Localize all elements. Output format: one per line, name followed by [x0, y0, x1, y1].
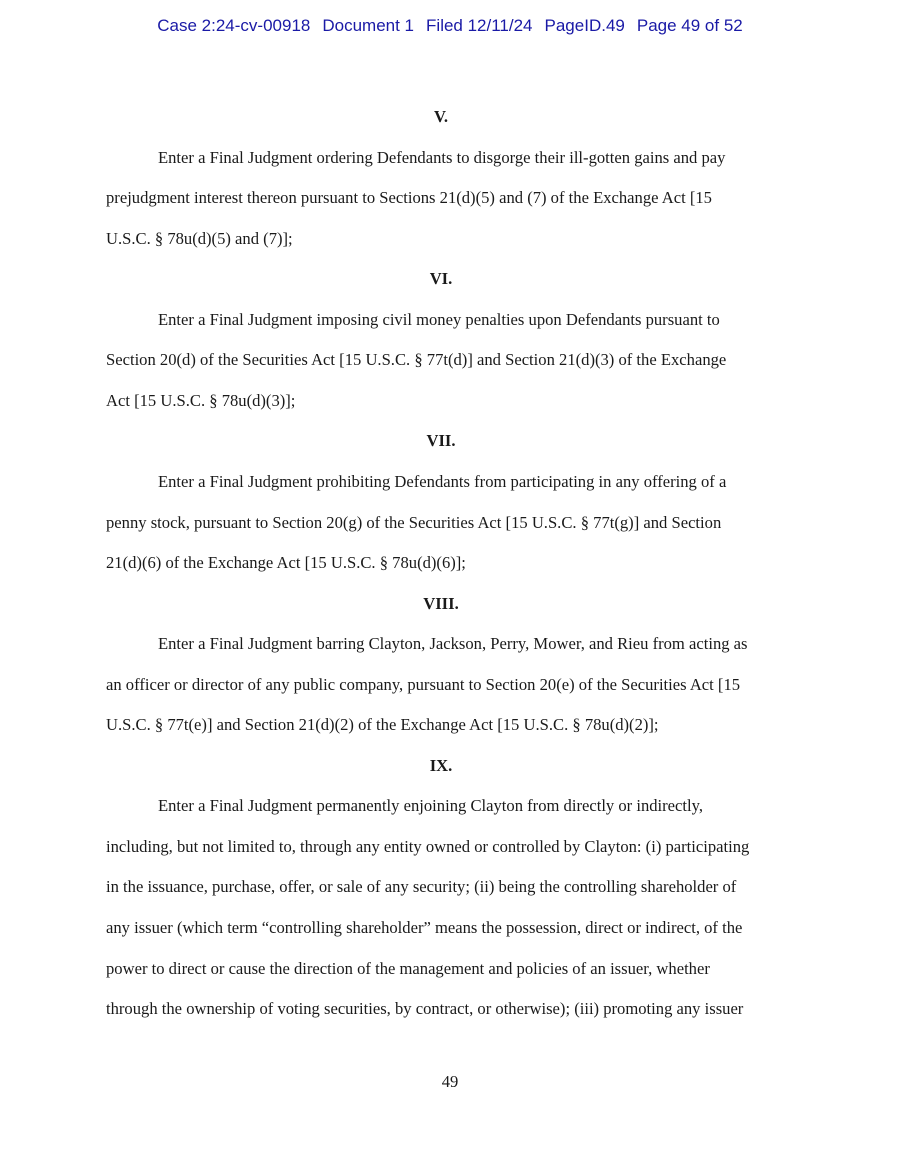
paragraph-line: Enter a Final Judgment barring Clayton, Jackson, Perry, Mower, and Rieu from acting as [158, 634, 748, 653]
section-heading: VII. [426, 431, 456, 450]
paragraph-line: prejudgment interest thereon pursuant to Sections 21(d)(5) and (7) of the Exchange Act [15 [106, 188, 712, 207]
paragraph-line: Enter a Final Judgment ordering Defendants to disgorge their ill-gotten gains and pay [158, 148, 726, 167]
paragraph-line: an officer or director of any public company, pursuant to Section 20(e) of the Securities Act [15 [106, 675, 741, 694]
section-heading: VI. [429, 269, 453, 288]
paragraph-line: penny stock, pursuant to Section 20(g) of the Securities Act [15 U.S.C. § 77t(g)] and Section [106, 513, 722, 532]
paragraph-line: any issuer (which term “controlling shareholder” means the possession, direct or indirect, of the [106, 918, 743, 937]
paragraph-line: 21(d)(6) of the Exchange Act [15 U.S.C. § 78u(d)(6)]; [106, 553, 466, 572]
page-id: PageID.49 [544, 16, 625, 35]
paragraph-line: U.S.C. § 78u(d)(5) and (7)]; [106, 229, 293, 248]
paragraph-line: Act [15 U.S.C. § 78u(d)(3)]; [106, 391, 296, 410]
document-number: Document 1 [322, 16, 415, 35]
section-heading: VIII. [423, 594, 459, 613]
paragraph-line: Enter a Final Judgment prohibiting Defendants from participating in any offering of a [158, 472, 727, 491]
section-heading: IX. [429, 756, 453, 775]
paragraph-line: Section 20(d) of the Securities Act [15 U.S.C. § 77t(d)] and Section 21(d)(3) of the Exchange [106, 350, 727, 369]
case-number: Case 2:24-cv-00918 [157, 16, 311, 35]
paragraph-line: through the ownership of voting securities, by contract, or otherwise); (iii) promoting any issuer [106, 999, 744, 1018]
paragraph-line: in the issuance, purchase, offer, or sale of any security; (ii) being the controlling shareholder of [106, 877, 737, 896]
case-header [0, 16, 900, 36]
paragraph-line: U.S.C. § 77t(e)] and Section 21(d)(2) of the Exchange Act [15 U.S.C. § 78u(d)(2)]; [106, 715, 659, 734]
paragraph-line: Enter a Final Judgment imposing civil money penalties upon Defendants pursuant to [158, 310, 720, 329]
section-heading: V. [434, 107, 448, 126]
filed-date: Filed 12/11/24 [426, 16, 533, 35]
page-of: Page 49 of 52 [636, 16, 743, 35]
page-number: 49 [441, 1072, 459, 1091]
paragraph-line: including, but not limited to, through any entity owned or controlled by Clayton: (i) participating [106, 837, 750, 856]
paragraph-line: Enter a Final Judgment permanently enjoining Clayton from directly or indirectly, [158, 796, 704, 815]
paragraph-line: power to direct or cause the direction of the management and policies of an issuer, whether [106, 959, 710, 978]
